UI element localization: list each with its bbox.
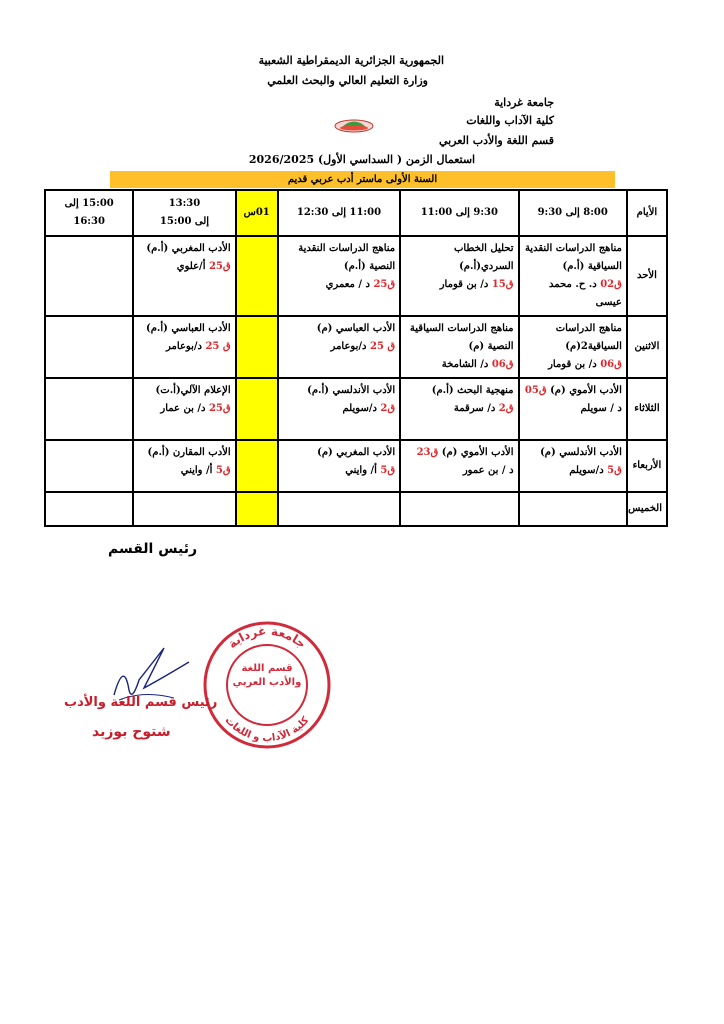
room-label: ق25 [373,279,396,290]
day-cell: الخميس [627,492,667,526]
table-row [45,440,667,492]
timetable [44,189,668,527]
course-name: مناهج الدراسات السياقية النصية (م) [409,323,514,352]
course-cell [45,316,133,378]
course-name: الأدب الأندلسي (م) [540,447,622,458]
room-label: ق5 [380,465,396,476]
stamp-inner-text: قسم اللغة والأدب العربي [232,663,302,688]
course-cell [519,492,627,526]
header-slot4-line1: 13:30 [168,198,201,209]
faculty-name: كلية الآداب واللغات [466,114,554,127]
room-label: ق25 [208,403,231,414]
break-cell [236,316,278,378]
teacher-name: د/سويلم [569,465,608,476]
course-cell [45,440,133,492]
course-cell [400,316,518,378]
table-row [45,378,667,440]
teacher-name: أ/علوي [176,261,209,272]
course-name: منهجية البحث (أ.م) [431,385,514,396]
course-cell [133,236,235,316]
teacher-name: د/بوعامر [330,341,370,352]
course-cell [45,378,133,440]
course-cell [400,378,518,440]
table-row [45,236,667,316]
course-cell [400,492,518,526]
room-label: ق02 [600,279,622,290]
stamp-bottom-text: كلية الآداب و اللغات [222,714,312,745]
header-slot1: 8:00 إلى 9:30 [519,190,627,236]
course-name: مناهج الدراسات السياقية2(م) [555,323,622,352]
course-cell [45,236,133,316]
teacher-name: د/ الشامخة [441,359,492,370]
header-slot5: 15:00 إلى 16:30 [45,190,133,236]
course-name: الأدب المقارن (أ.م) [147,447,231,458]
teacher-name: د. ح. محمد عيسى [549,279,622,308]
teacher-name: د / سويلم [580,403,622,414]
course-cell [400,440,518,492]
program-title-bar: السنة الأولى ماستر أدب عربي قديم [110,171,615,188]
stamp-outer-text: جامعة غرداية [225,623,309,652]
day-cell: الأربعاء [627,440,667,492]
course-cell [400,236,518,316]
course-name: مناهج الدراسات النقدية النصية (أ.م) [298,243,396,272]
republic-name: الجمهورية الجزائرية الديمقراطية الشعبية [258,54,444,67]
teacher-name: أ/ وايني [345,465,381,476]
signature-title: رئيس القسم [108,541,198,557]
course-name: الأدب العباسي (أ.م) [145,323,231,334]
break-cell [236,440,278,492]
course-cell [519,316,627,378]
day-cell: الثلاثاء [627,378,667,440]
teacher-name: د/ بن عمار [160,403,209,414]
room-label: ق 25 [205,341,231,352]
course-cell [278,236,400,316]
course-name: الأدب الأموي (م) [441,447,514,458]
header-slot3: 11:00 إلى 12:30 [278,190,400,236]
table-header-row [45,190,667,236]
course-name: الأدب المغربي (م) [317,447,396,458]
course-cell [45,492,133,526]
break-cell [236,492,278,526]
course-cell [278,316,400,378]
day-cell: الأحد [627,236,667,316]
course-cell [519,440,627,492]
department-head-name: شتوح بوزيد [92,724,171,740]
course-name: الأدب المغربي (أ.م) [146,243,231,254]
svg-text:جامعة غرداية [225,624,309,651]
course-cell [133,492,235,526]
teacher-name: د/ سرقمة [453,403,499,414]
university-name: جامعة غرداية [494,96,554,109]
teacher-name: د/سويلم [342,403,381,414]
course-cell [133,378,235,440]
room-label: ق5 [215,465,231,476]
header-slot4-line2: إلى 15:00 [159,216,210,227]
room-label: ق25 [208,261,231,272]
course-name: تحليل الخطاب السردي(أ.م) [453,243,514,272]
room-label: ق15 [491,279,514,290]
teacher-name: د/بوعامر [166,341,206,352]
department-stamp-icon [192,620,342,750]
course-cell [519,378,627,440]
course-cell [519,236,627,316]
course-cell [133,440,235,492]
break-cell [236,378,278,440]
course-cell [278,492,400,526]
room-label: ق 25 [369,341,396,352]
header-days: الأيام [627,190,667,236]
department-name: قسم اللغة والأدب العربي [438,134,554,147]
course-cell [278,378,400,440]
header-slot2: 9:30 إلى 11:00 [400,190,518,236]
break-cell [236,236,278,316]
teacher-name: د/ بن قومار [439,279,492,290]
teacher-name: د / بن عمور [462,465,514,476]
course-name: الأدب العباسي (م) [316,323,396,334]
room-label: ق06 [491,359,514,370]
room-label: ق23 [416,447,439,458]
teacher-name: د / معمري [325,279,374,290]
table-row [45,316,667,378]
teacher-name: د/ بن قومار [548,359,601,370]
room-label: ق2 [498,403,514,414]
room-label: ق05 [524,385,547,396]
schedule-title: استعمال الزمن ( السداسي الأول) 2026/2025 [248,153,476,166]
teacher-name: أ/ وايني [180,465,216,476]
ministry-name: وزارة التعليم العالي والبحث العلمي [267,74,428,87]
department-head-label: رئيس قسم اللغة والأدب [64,695,218,710]
day-cell: الاثنين [627,316,667,378]
header-slot4 [133,190,235,236]
university-logo-icon [334,116,374,134]
course-cell [133,316,235,378]
course-name: مناهج الدراسات النقدية السياقية (أ.م) [524,243,622,272]
course-cell [278,440,400,492]
course-name: الإعلام الآلي(أ.ت) [155,385,231,396]
room-label: ق5 [607,465,622,476]
header-break: 01س [236,190,278,236]
table-row [45,492,667,526]
room-label: ق06 [600,359,622,370]
room-label: ق2 [380,403,396,414]
course-name: الأدب الأندلسي (أ.م) [307,385,396,396]
course-name: الأدب الأموي (م) [550,385,622,396]
